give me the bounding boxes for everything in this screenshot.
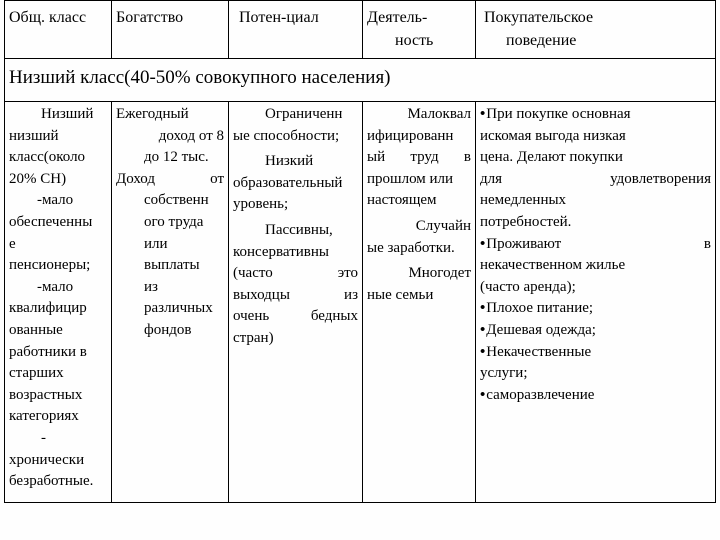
- cell-text: Пассивны,: [265, 221, 333, 238]
- cell-word: это: [337, 265, 358, 282]
- header-behavior: [476, 1, 716, 59]
- cell-text: Некачественные: [486, 343, 592, 360]
- cell-word: Проживают: [486, 235, 562, 252]
- cell-text: некачественном жилье: [480, 257, 626, 274]
- cell-text: саморазвлечение: [486, 386, 595, 403]
- cell-potential: [229, 102, 363, 503]
- cell-text: Случайн: [415, 217, 471, 234]
- cell-text: или: [144, 235, 168, 252]
- header-wealth: [112, 1, 229, 59]
- cell-word: бедных: [310, 308, 358, 325]
- cell-text: доход от 8: [158, 127, 224, 144]
- cell-text: (часто аренда);: [480, 278, 576, 295]
- header-class: [5, 1, 112, 59]
- cell-text: обеспеченны: [9, 213, 93, 230]
- header-activity-line2: ность: [395, 32, 434, 49]
- cell-text: уровень;: [233, 196, 289, 213]
- cell-text-justified: [233, 263, 358, 285]
- bullet-item: [480, 298, 711, 320]
- cell-text: образовательный: [233, 174, 343, 191]
- header-potential-label: Потен-циал: [239, 9, 319, 26]
- cell-text: -: [41, 429, 46, 446]
- cell-text: старших: [9, 365, 64, 382]
- cell-text: е: [9, 235, 16, 252]
- cell-text: прошлом или: [367, 170, 454, 187]
- cell-text-justified: [480, 169, 711, 191]
- cell-text: из: [144, 278, 158, 295]
- cell-word: Доход: [116, 170, 155, 187]
- cell-word: от: [210, 170, 224, 187]
- cell-word: в: [463, 149, 471, 166]
- cell-class: [5, 102, 112, 503]
- cell-text: до 12 тыс.: [144, 149, 209, 166]
- section-title: Низший класс(40-50% совокупного населения): [5, 59, 716, 102]
- header-behavior-line2: поведение: [506, 32, 577, 49]
- cell-activity: [363, 102, 476, 503]
- cell-text: работники в: [9, 343, 87, 360]
- cell-text: ные семьи: [367, 286, 434, 303]
- table-header-row: [5, 1, 716, 59]
- cell-word: (часто: [233, 265, 273, 282]
- cell-text: потребностей.: [480, 213, 572, 230]
- cell-text-justified: [116, 169, 224, 191]
- cell-text: фондов: [144, 321, 192, 338]
- cell-text: ого труда: [144, 213, 204, 230]
- cell-buying-behavior: [476, 102, 716, 503]
- cell-text: различных: [144, 300, 213, 317]
- section-row: [5, 59, 716, 102]
- cell-text: Многодет: [408, 265, 471, 282]
- header-wealth-label: Богатство: [116, 9, 184, 26]
- cell-text: Дешевая одежда;: [486, 321, 596, 338]
- lower-class-row: [5, 102, 716, 503]
- cell-word: ый: [367, 149, 386, 166]
- header-behavior-line1: Покупательское: [484, 9, 594, 26]
- social-class-table: [4, 0, 716, 503]
- cell-text: возрастных: [9, 386, 83, 403]
- cell-text: Низший: [41, 106, 94, 122]
- cell-text-justified: [233, 306, 358, 328]
- cell-text: искомая выгода низкая: [480, 127, 626, 144]
- cell-text: безработные.: [9, 473, 94, 490]
- cell-text: низший: [9, 127, 59, 144]
- cell-text: 20% СН): [9, 170, 67, 187]
- cell-text: пенсионеры;: [9, 257, 91, 274]
- cell-text: настоящем: [367, 192, 437, 209]
- cell-text: Малоквал: [407, 106, 471, 122]
- cell-text: услуги;: [480, 365, 528, 382]
- cell-text: -мало: [37, 192, 74, 209]
- header-activity-line1: Деятель-: [367, 9, 428, 26]
- cell-text: -мало: [37, 278, 74, 295]
- cell-word: выходцы: [233, 286, 290, 303]
- cell-text: класс(около: [9, 149, 86, 166]
- cell-text: хронически: [9, 451, 85, 468]
- cell-text: ые способности;: [233, 127, 340, 144]
- cell-word: удовлетворения: [610, 170, 711, 187]
- cell-word: труд: [410, 149, 439, 166]
- cell-word: для: [480, 170, 503, 187]
- cell-wealth: [112, 102, 229, 503]
- bullet-item: [480, 320, 711, 342]
- cell-text: ифицированн: [367, 127, 454, 144]
- cell-word: в: [703, 235, 711, 252]
- cell-text: Низкий: [265, 153, 314, 170]
- header-class-label: Общ. класс: [9, 9, 87, 26]
- bullet-item: [480, 104, 711, 126]
- cell-text: Ограниченн: [265, 106, 343, 122]
- cell-text: ые заработки.: [367, 239, 455, 256]
- cell-text: цена. Делают покупки: [480, 149, 623, 166]
- cell-text: Ежегодный: [116, 106, 189, 122]
- cell-text: консервативны: [233, 243, 329, 260]
- cell-text-justified: [367, 147, 471, 169]
- bullet-item: [480, 342, 711, 364]
- cell-text: ованные: [9, 321, 63, 338]
- cell-text: Плохое питание;: [486, 300, 594, 317]
- cell-text: При покупке основная: [486, 106, 631, 122]
- bullet-item: [480, 385, 711, 407]
- cell-text-justified: [233, 285, 358, 307]
- cell-text: квалифицир: [9, 300, 87, 317]
- cell-text: стран): [233, 329, 274, 346]
- cell-text: выплаты: [144, 257, 200, 274]
- cell-word: очень: [233, 308, 270, 325]
- cell-word: из: [344, 286, 358, 303]
- header-activity: [363, 1, 476, 59]
- bullet-item: [480, 234, 711, 256]
- cell-text: немедленных: [480, 192, 567, 209]
- cell-text: категориях: [9, 408, 79, 425]
- cell-text: собственн: [144, 192, 209, 209]
- header-potential: [229, 1, 363, 59]
